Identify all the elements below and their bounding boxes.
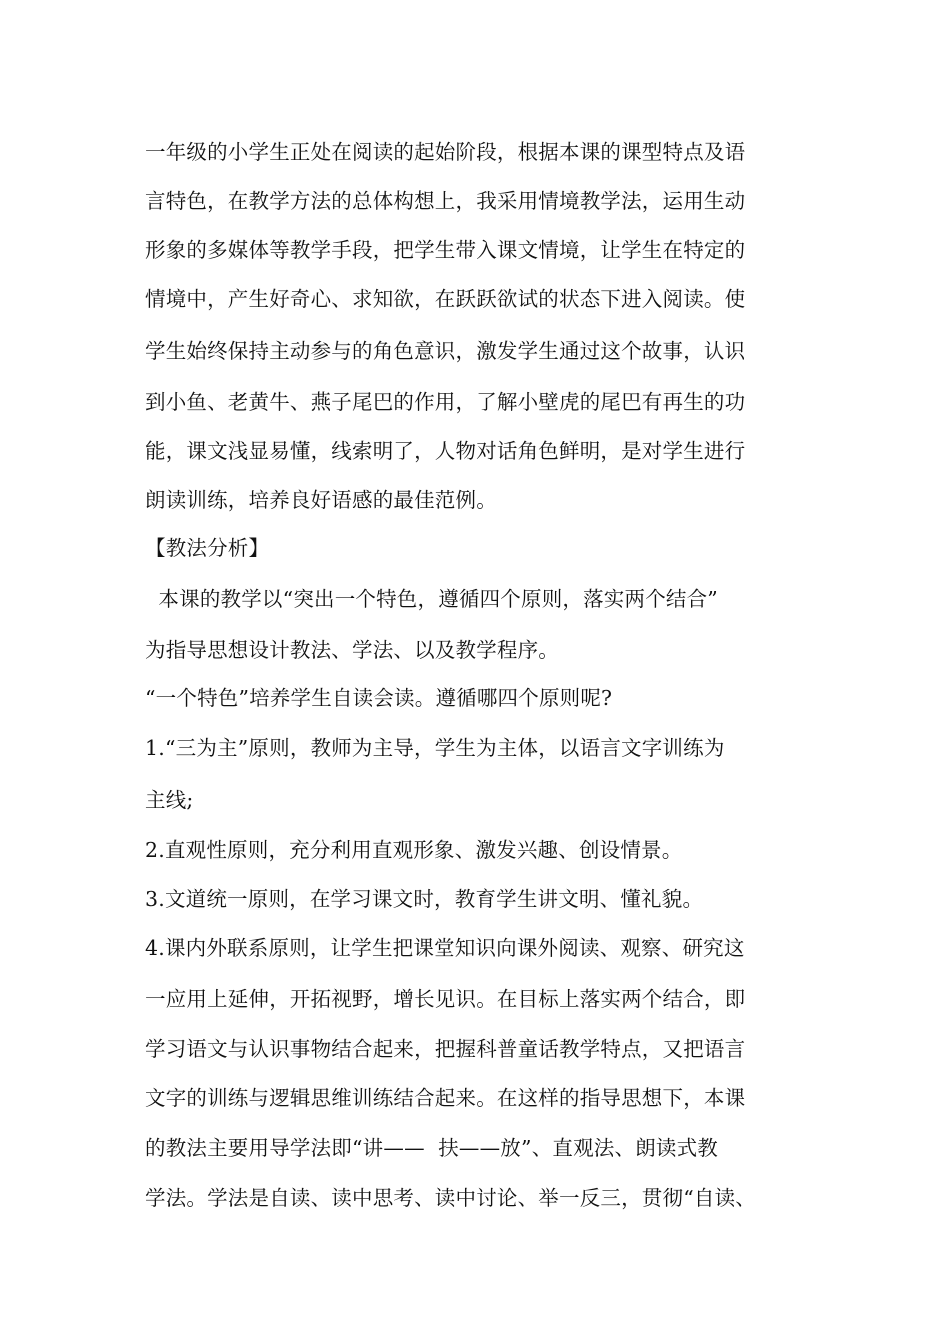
text-line: 形象的多媒体等教学手段，把学生带入课文情境，让学生在特定的 <box>145 238 746 262</box>
text-line: 言特色，在教学方法的总体构想上，我采用情境教学法，运用生动 <box>145 189 746 213</box>
text-line: 一年级的小学生正处在阅读的起始阶段，根据本课的课型特点及语 <box>145 140 746 164</box>
text-line: 学法。学法是自读、读中思考、读中讨论、举一反三，贯彻“自读、 <box>145 1186 756 1210</box>
text-line: 主线; <box>145 788 194 812</box>
text-line: 2.直观性原则，充分利用直观形象、激发兴趣、创设情景。 <box>145 838 683 862</box>
section-heading: 【教法分析】 <box>145 536 270 560</box>
text-line: 的教法主要用导学法即“讲—— 扶——放”、直观法、朗读式教 <box>145 1136 718 1160</box>
text-line: 一应用上延伸，开拓视野，增长见识。在目标上落实两个结合，即 <box>145 987 746 1011</box>
text-line: 为指导思想设计教法、学法、以及教学程序。 <box>145 638 559 662</box>
text-line: 朗读训练，培养良好语感的最佳范例。 <box>145 488 497 512</box>
text-line: 4.课内外联系原则，让学生把课堂知识向课外阅读、观察、研究这 <box>145 936 745 960</box>
text-line: 1.“三为主”原则，教师为主导，学生为主体，以语言文字训练为 <box>145 736 725 760</box>
text-line: 情境中，产生好奇心、求知欲，在跃跃欲试的状态下进入阅读。使 <box>145 287 746 311</box>
text-line: 学习语文与认识事物结合起来，把握科普童话教学特点，又把语言 <box>145 1037 746 1061</box>
text-line: 本课的教学以“突出一个特色，遵循四个原则，落实两个结合” <box>145 587 718 611</box>
text-line: 学生始终保持主动参与的角色意识，激发学生通过这个故事，认识 <box>145 339 746 363</box>
text-line: 3.文道统一原则，在学习课文时，教育学生讲文明、懂礼貌。 <box>145 887 704 911</box>
text-line: 文字的训练与逻辑思维训练结合起来。在这样的指导思想下，本课 <box>145 1086 746 1110</box>
text-line: 到小鱼、老黄牛、燕子尾巴的作用，了解小壁虎的尾巴有再生的功 <box>145 390 746 414</box>
text-line: 能，课文浅显易懂，线索明了，人物对话角色鲜明，是对学生进行 <box>145 439 746 463</box>
text-line: “一个特色”培养学生自读会读。遵循哪四个原则呢? <box>145 686 613 710</box>
